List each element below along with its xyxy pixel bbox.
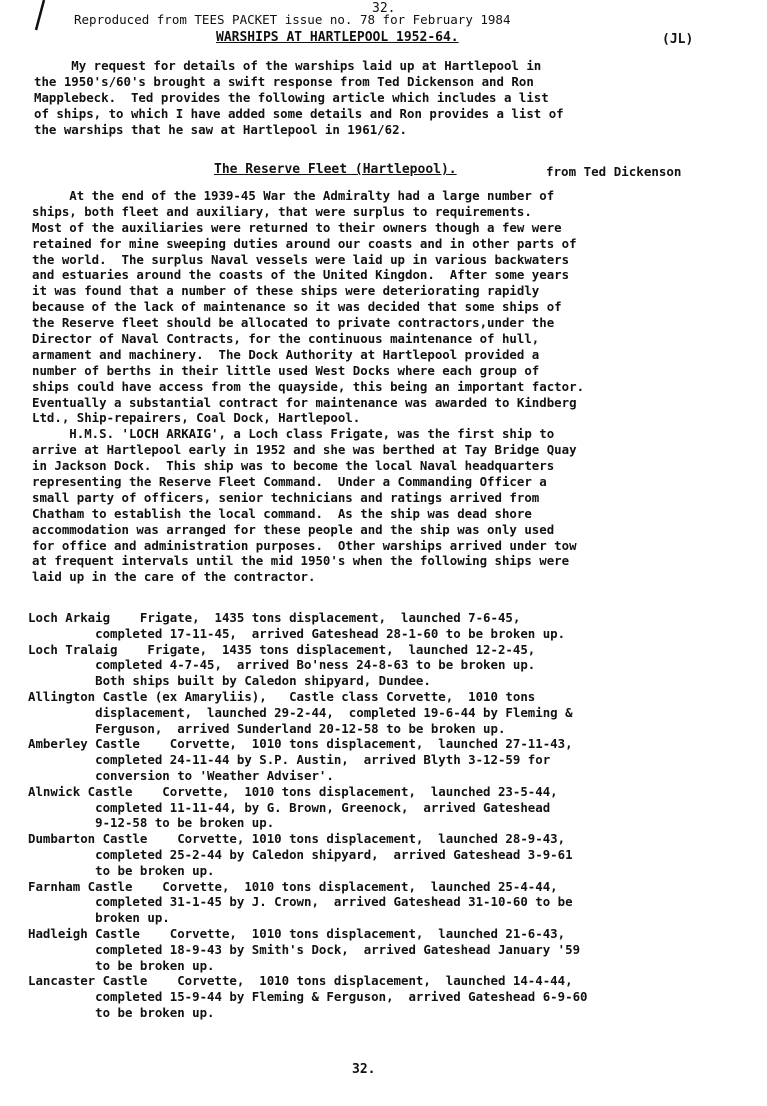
scan-edge-mark — [0, 0, 60, 50]
body-line: retained for mine sweeping duties around our coasts and in other parts of — [32, 235, 577, 251]
ship-entry-line: Farnham Castle Corvette, 1010 tons displacement, launched 25-4-44, — [28, 878, 558, 894]
ship-entry-line: displacement, launched 29-2-44, completed 19-6-44 by Fleming & — [28, 704, 573, 720]
body-line: representing the Reserve Fleet Command. Under a Commanding Officer a — [32, 474, 547, 490]
body-line: it was found that a number of these ships were deteriorating rapidly — [32, 283, 540, 299]
body-line: and estuaries around the coasts of the United Kingdon. After some years — [32, 267, 570, 283]
body-text — [32, 188, 584, 585]
ship-entry-line: to be broken up. — [28, 957, 215, 973]
ship-entry-line: Both ships built by Caledon shipyard, Dundee. — [28, 673, 431, 689]
ship-entry-line: Ferguson, arrived Sunderland 20-12-58 to be broken up. — [28, 720, 506, 736]
section-heading: The Reserve Fleet (Hartlepool). — [214, 162, 457, 177]
ship-entry-line: completed 31-1-45 by J. Crown, arrived Gateshead 31-10-60 to be — [28, 894, 573, 910]
intro-line: Mapplebeck. Ted provides the following article which includes a list — [34, 89, 549, 105]
reproduced-note: Reproduced from TEES PACKET issue no. 78 for February 1984 — [74, 12, 511, 27]
intro-paragraph — [34, 58, 564, 137]
ship-entry-line: completed 11-11-44, by G. Brown, Greenock, arrived Gateshead — [28, 799, 551, 815]
body-line: small party of officers, senior technicians and ratings arrived from — [32, 489, 540, 505]
intro-line: the 1950's/60's brought a swift response from Ted Dickenson and Ron — [34, 73, 534, 89]
body-line: the Reserve fleet should be allocated to private contractors,under the — [32, 315, 555, 331]
article-title: WARSHIPS AT HARTLEPOOL 1952-64. — [216, 30, 459, 45]
ship-entry-line: completed 18-9-43 by Smith's Dock, arrived Gateshead January '59 — [28, 941, 581, 957]
body-line: because of the lack of maintenance so it was decided that some ships of — [32, 299, 562, 315]
body-line: armament and machinery. The Dock Authority at Hartlepool provided a — [32, 346, 540, 362]
ship-entry-line: Lancaster Castle Corvette, 1010 tons displacement, launched 14-4-44, — [28, 973, 573, 989]
intro-line: of ships, to which I have added some details and Ron provides a list of — [34, 105, 564, 121]
body-line: At the end of the 1939-45 War the Admiralty had a large number of — [32, 188, 555, 203]
ship-entry-line: completed 24-11-44 by S.P. Austin, arrived Blyth 3-12-59 for — [28, 752, 551, 768]
ship-entry-line: broken up. — [28, 910, 170, 926]
ship-entry-line: Allington Castle (ex Amaryliis), Castle class Corvette, 1010 tons — [28, 688, 536, 704]
body-line: accommodation was arranged for these people and the ship was only used — [32, 521, 555, 537]
ship-entry-line: completed 25-2-44 by Caledon shipyard, arrived Gateshead 3-9-61 — [28, 846, 573, 862]
ship-entry-line: Alnwick Castle Corvette, 1010 tons displacement, launched 23-5-44, — [28, 783, 558, 799]
section-author: from Ted Dickenson — [546, 164, 682, 179]
body-line: the world. The surplus Naval vessels were laid up in various backwaters — [32, 251, 570, 267]
body-line: Ltd., Ship-repairers, Coal Dock, Hartlepool. — [32, 410, 361, 426]
body-line: Most of the auxiliaries were returned to their owners though a few were — [32, 219, 562, 235]
body-line: H.M.S. 'LOCH ARKAIG', a Loch class Frigate, was the first ship to — [32, 426, 555, 442]
body-line: at frequent intervals until the mid 1950's when the following ships were — [32, 553, 570, 569]
ship-entry-line: to be broken up. — [28, 1004, 215, 1020]
page-number-bottom: 32. — [352, 1062, 376, 1077]
ship-entry-line: to be broken up. — [28, 862, 215, 878]
body-line: Director of Naval Contracts, for the continuous maintenance of hull, — [32, 331, 540, 347]
body-line: Chatham to establish the local command. As the ship was dead shore — [32, 505, 532, 521]
body-line: in Jackson Dock. This ship was to become the local Naval headquarters — [32, 458, 555, 474]
ship-entry-line: completed 15-9-44 by Fleming & Ferguson, arrived Gateshead 6-9-60 — [28, 989, 588, 1005]
ship-entry-line: Loch Tralaig Frigate, 1435 tons displacement, launched 12-2-45, — [28, 641, 536, 657]
ship-entry-line: Dumbarton Castle Corvette, 1010 tons displacement, launched 28-9-43, — [28, 831, 566, 847]
ship-list — [28, 610, 588, 1021]
author-initials: (JL) — [662, 32, 694, 47]
intro-line: the warships that he saw at Hartlepool in 1961/62. — [34, 121, 407, 137]
page-number-top: 32. — [372, 1, 396, 16]
body-line: ships, both fleet and auxiliary, that were surplus to requirements. — [32, 203, 532, 219]
body-line: number of berths in their little used West Docks where each group of — [32, 362, 540, 378]
ship-entry-line: conversion to 'Weather Adviser'. — [28, 767, 334, 783]
ship-entry-line: Loch Arkaig Frigate, 1435 tons displacement, launched 7-6-45, — [28, 610, 521, 625]
body-line: for office and administration purposes. Other warships arrived under tow — [32, 537, 577, 553]
intro-line: My request for details of the warships laid up at Hartlepool in — [34, 58, 542, 73]
ship-entry-line: Hadleigh Castle Corvette, 1010 tons displacement, launched 21-6-43, — [28, 925, 566, 941]
body-line: ships could have access from the quayside, this being an important factor. — [32, 378, 585, 394]
body-line: Eventually a substantial contract for maintenance was awarded to Kindberg — [32, 394, 577, 410]
ship-entry-line: Amberley Castle Corvette, 1010 tons displacement, launched 27-11-43, — [28, 736, 573, 752]
body-line: arrive at Hartlepool early in 1952 and she was berthed at Tay Bridge Quay — [32, 442, 577, 458]
ship-entry-line: completed 4-7-45, arrived Bo'ness 24-8-63 to be broken up. — [28, 657, 536, 673]
ship-entry-line: 9-12-58 to be broken up. — [28, 815, 275, 831]
body-line: laid up in the care of the contractor. — [32, 569, 316, 585]
ship-entry-line: completed 17-11-45, arrived Gateshead 28-1-60 to be broken up. — [28, 625, 566, 641]
